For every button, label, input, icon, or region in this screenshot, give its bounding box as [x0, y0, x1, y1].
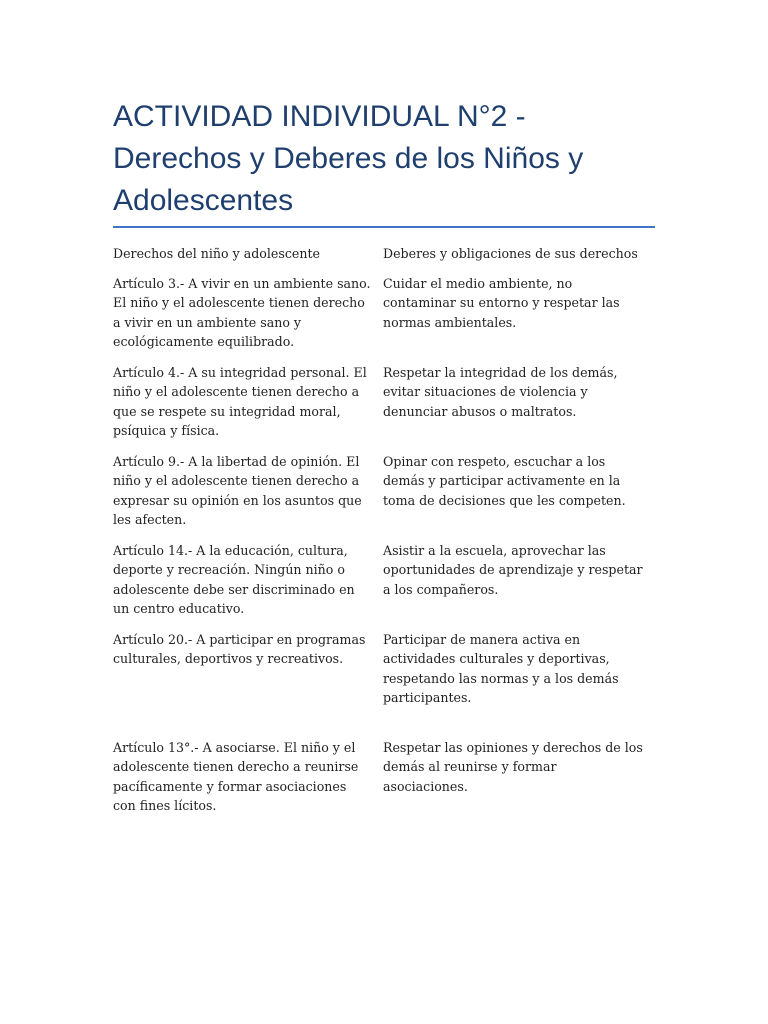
right-cell: Artículo 4.- A su integridad personal. El niño y el adolescente tienen derecho a que se respete su integridad moral, psíquica y física.: [113, 364, 367, 438]
right-cell: Artículo 9.- A la libertad de opinión. El niño y el adolescente tienen derecho a expresar su opinión en los asuntos que les afecten.: [113, 453, 362, 527]
right-cell: Artículo 13°.- A asociarse. El niño y el adolescente tienen derecho a reunirse pacíficamente y formar asociaciones con fines lícitos.: [113, 739, 359, 813]
header-duties: Deberes y obligaciones de sus derechos: [383, 246, 638, 261]
rights-duties-table: [113, 244, 655, 816]
title-underline-rule: [113, 226, 655, 228]
header-rights: Derechos del niño y adolescente: [113, 246, 320, 261]
duty-cell: Respetar las opiniones y derechos de los demás al reunirse y formar asociaciones.: [383, 739, 643, 794]
right-cell: Artículo 20.- A participar en programas culturales, deportivos y recreativos.: [113, 631, 366, 666]
document-title: ACTIVIDAD INDIVIDUAL N°2 - Derechos y Deberes de los Niños y Adolescentes: [113, 100, 584, 217]
right-cell: Artículo 14.- A la educación, cultura, deporte y recreación. Ningún niño o adolescente debe ser discriminado en un centro educativo.: [113, 542, 355, 616]
duty-cell: Opinar con respeto, escuchar a los demás y participar activamente en la toma de decisiones que les competen.: [383, 453, 626, 508]
duty-cell: Asistir a la escuela, aprovechar las oportunidades de aprendizaje y respetar a los compañeros.: [383, 542, 643, 597]
duty-cell: Participar de manera activa en actividades culturales y deportivas, respetando las normas y a los demás participantes.: [383, 631, 619, 705]
right-cell: Artículo 3.- A vivir en un ambiente sano. El niño y el adolescente tienen derecho a vivir en un ambiente sano y ecológicamente equilibrado.: [113, 275, 371, 349]
duty-cell: Cuidar el medio ambiente, no contaminar su entorno y respetar las normas ambientales.: [383, 275, 620, 330]
duty-cell: Respetar la integridad de los demás, evitar situaciones de violencia y denunciar abusos o maltratos.: [383, 364, 618, 419]
